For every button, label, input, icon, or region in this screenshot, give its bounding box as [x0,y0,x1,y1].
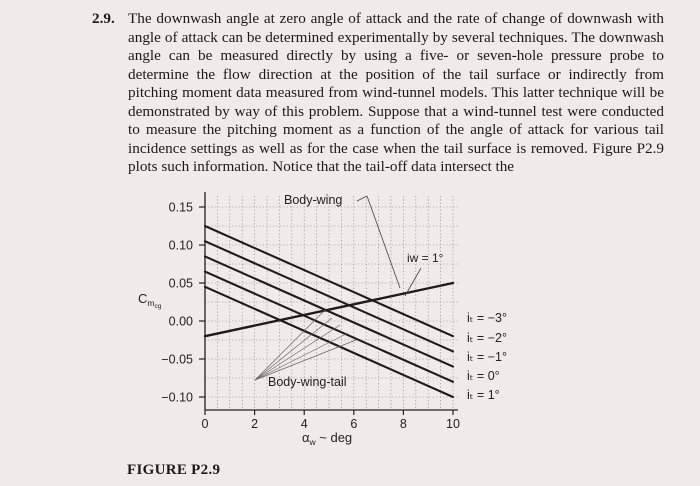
figure-label: FIGURE P2.9 [127,462,221,478]
y-tick-label: 0.00 [168,314,193,329]
annotation-leader [255,340,356,380]
series-label: iₜ = −2° [467,331,507,345]
series-label: iₜ = 0° [467,369,500,383]
annotation-iw: iw = 1° [407,251,444,265]
y-tick-label: 0.15 [168,200,193,215]
series-label: iₜ = −3° [467,311,507,325]
x-axis-label-alpha: α [302,430,310,445]
y-axis-label-subscript: m [147,298,155,308]
annotation-body-wing: Body-wing [284,193,343,207]
annotation-body-wing-tail: Body-wing-tail [268,375,347,389]
annotation-leader [255,318,332,380]
problem-number: 2.9. [92,10,115,27]
annotation-leader [357,196,367,201]
x-axis-label [302,430,352,447]
x-axis-label-subscript: w [309,437,316,447]
series-label: iₜ = 1° [467,388,500,402]
x-tick-label: 8 [399,417,407,431]
x-tick-label: 4 [300,417,308,431]
x-axis-label-unit: ~ deg [315,430,353,445]
annotation-leader [255,310,325,380]
y-axis-label-subscript-cg: cg [154,303,162,310]
y-tick-label: −0.05 [161,352,193,367]
problem-text: The downwash angle at zero angle of attack and the rate of change of downwash with angle of attack can be determined experimentally by several techniques. The downwash angle can be measured directly by using a five- or seven-hole pressure probe to determine the flow direction at the position of the tail surface or indirectly from pitching moment data measured from wind-tunnel models. This latter technique will be demonstrated by way of this problem. Suppose that a wind-tunnel test were conducted to measure the pitching moment as a function of the angle of attack for various tail incidence settings as well as for the case when the tail surface is removed. Figure P2.9 plots such information. Notice that the tail-off data intersect the [128,10,664,175]
annotation-leader [255,325,340,380]
x-tick-label: 10 [446,417,460,431]
annotation-leader [255,333,348,380]
x-tick-label: 2 [251,417,259,431]
series-label: iₜ = −1° [467,350,507,364]
annotation-leader [367,196,400,288]
y-axis-label: $C_mcg$ [138,291,162,310]
y-tick-label: 0.05 [168,276,193,291]
x-tick-label: 0 [201,417,209,431]
y-tick-label: 0.10 [168,238,193,253]
x-tick-label: 6 [350,417,358,431]
y-tick-label: −0.10 [161,390,193,405]
body-wing-line [205,283,453,336]
